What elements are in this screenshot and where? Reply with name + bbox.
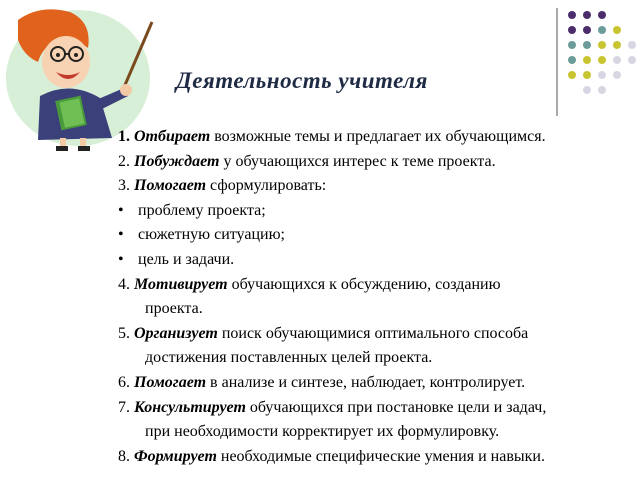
bullet-item xyxy=(118,248,640,273)
list-item xyxy=(118,150,640,175)
item-keyword: Мотивирует xyxy=(134,275,228,293)
list-item-continuation: достижения поставленных целей проекта. xyxy=(145,349,433,367)
item-text: в анализе и синтезе, наблюдает, контролирует. xyxy=(206,373,526,391)
item-text: обучающихся при постановке цели и задач, xyxy=(245,398,547,416)
item-number: 6. xyxy=(118,373,130,391)
item-keyword: Организует xyxy=(134,324,218,342)
item-number: 2. xyxy=(118,152,130,170)
bullet-item xyxy=(118,223,640,248)
bullet-text: проблему проекта; xyxy=(138,201,266,219)
item-number: 8. xyxy=(118,447,130,465)
bullet-marker: • xyxy=(118,201,124,219)
item-text: обучающихся к обсуждению, созданию xyxy=(227,275,501,293)
item-text: сформулировать: xyxy=(206,177,327,195)
item-keyword: Помогает xyxy=(134,373,207,391)
item-number: 5. xyxy=(118,324,130,342)
list-item-continuation: проекта. xyxy=(145,300,203,318)
item-keyword: Консультирует xyxy=(134,398,246,416)
bullet-item xyxy=(118,199,640,224)
item-number: 7. xyxy=(118,398,130,416)
item-text: возможные темы и предлагает их обучающимся. xyxy=(210,128,546,145)
item-keyword: Побуждает xyxy=(134,152,220,170)
item-number: 3. xyxy=(118,177,130,195)
list-item xyxy=(118,273,640,298)
decorative-divider xyxy=(556,8,558,116)
list-item xyxy=(118,174,640,199)
bullet-text: сюжетную ситуацию; xyxy=(138,226,285,244)
item-number: 1. xyxy=(118,128,130,145)
bullet-marker: • xyxy=(118,250,124,268)
item-keyword: Помогает xyxy=(134,177,207,195)
list-item xyxy=(118,125,640,150)
bullet-marker: • xyxy=(118,226,124,244)
item-text: у обучающихся интерес к теме проекта. xyxy=(219,152,496,170)
decorative-dots xyxy=(565,8,640,108)
list-item-continuation: при необходимости корректирует их формулировку. xyxy=(145,423,500,441)
item-number: 4. xyxy=(118,275,130,293)
slide-title: Деятельность учителя xyxy=(176,68,428,93)
list-item xyxy=(118,322,640,347)
bullet-text: цель и задачи. xyxy=(138,250,235,268)
item-text: поиск обучающимися оптимального способа xyxy=(217,324,529,342)
item-keyword: Отбирает xyxy=(134,128,211,145)
activity-list xyxy=(118,125,640,469)
list-item xyxy=(118,396,640,421)
list-item xyxy=(118,371,640,396)
list-item xyxy=(118,445,640,470)
item-text: необходимые специфические умения и навыки. xyxy=(216,447,545,465)
item-keyword: Формирует xyxy=(134,447,217,465)
